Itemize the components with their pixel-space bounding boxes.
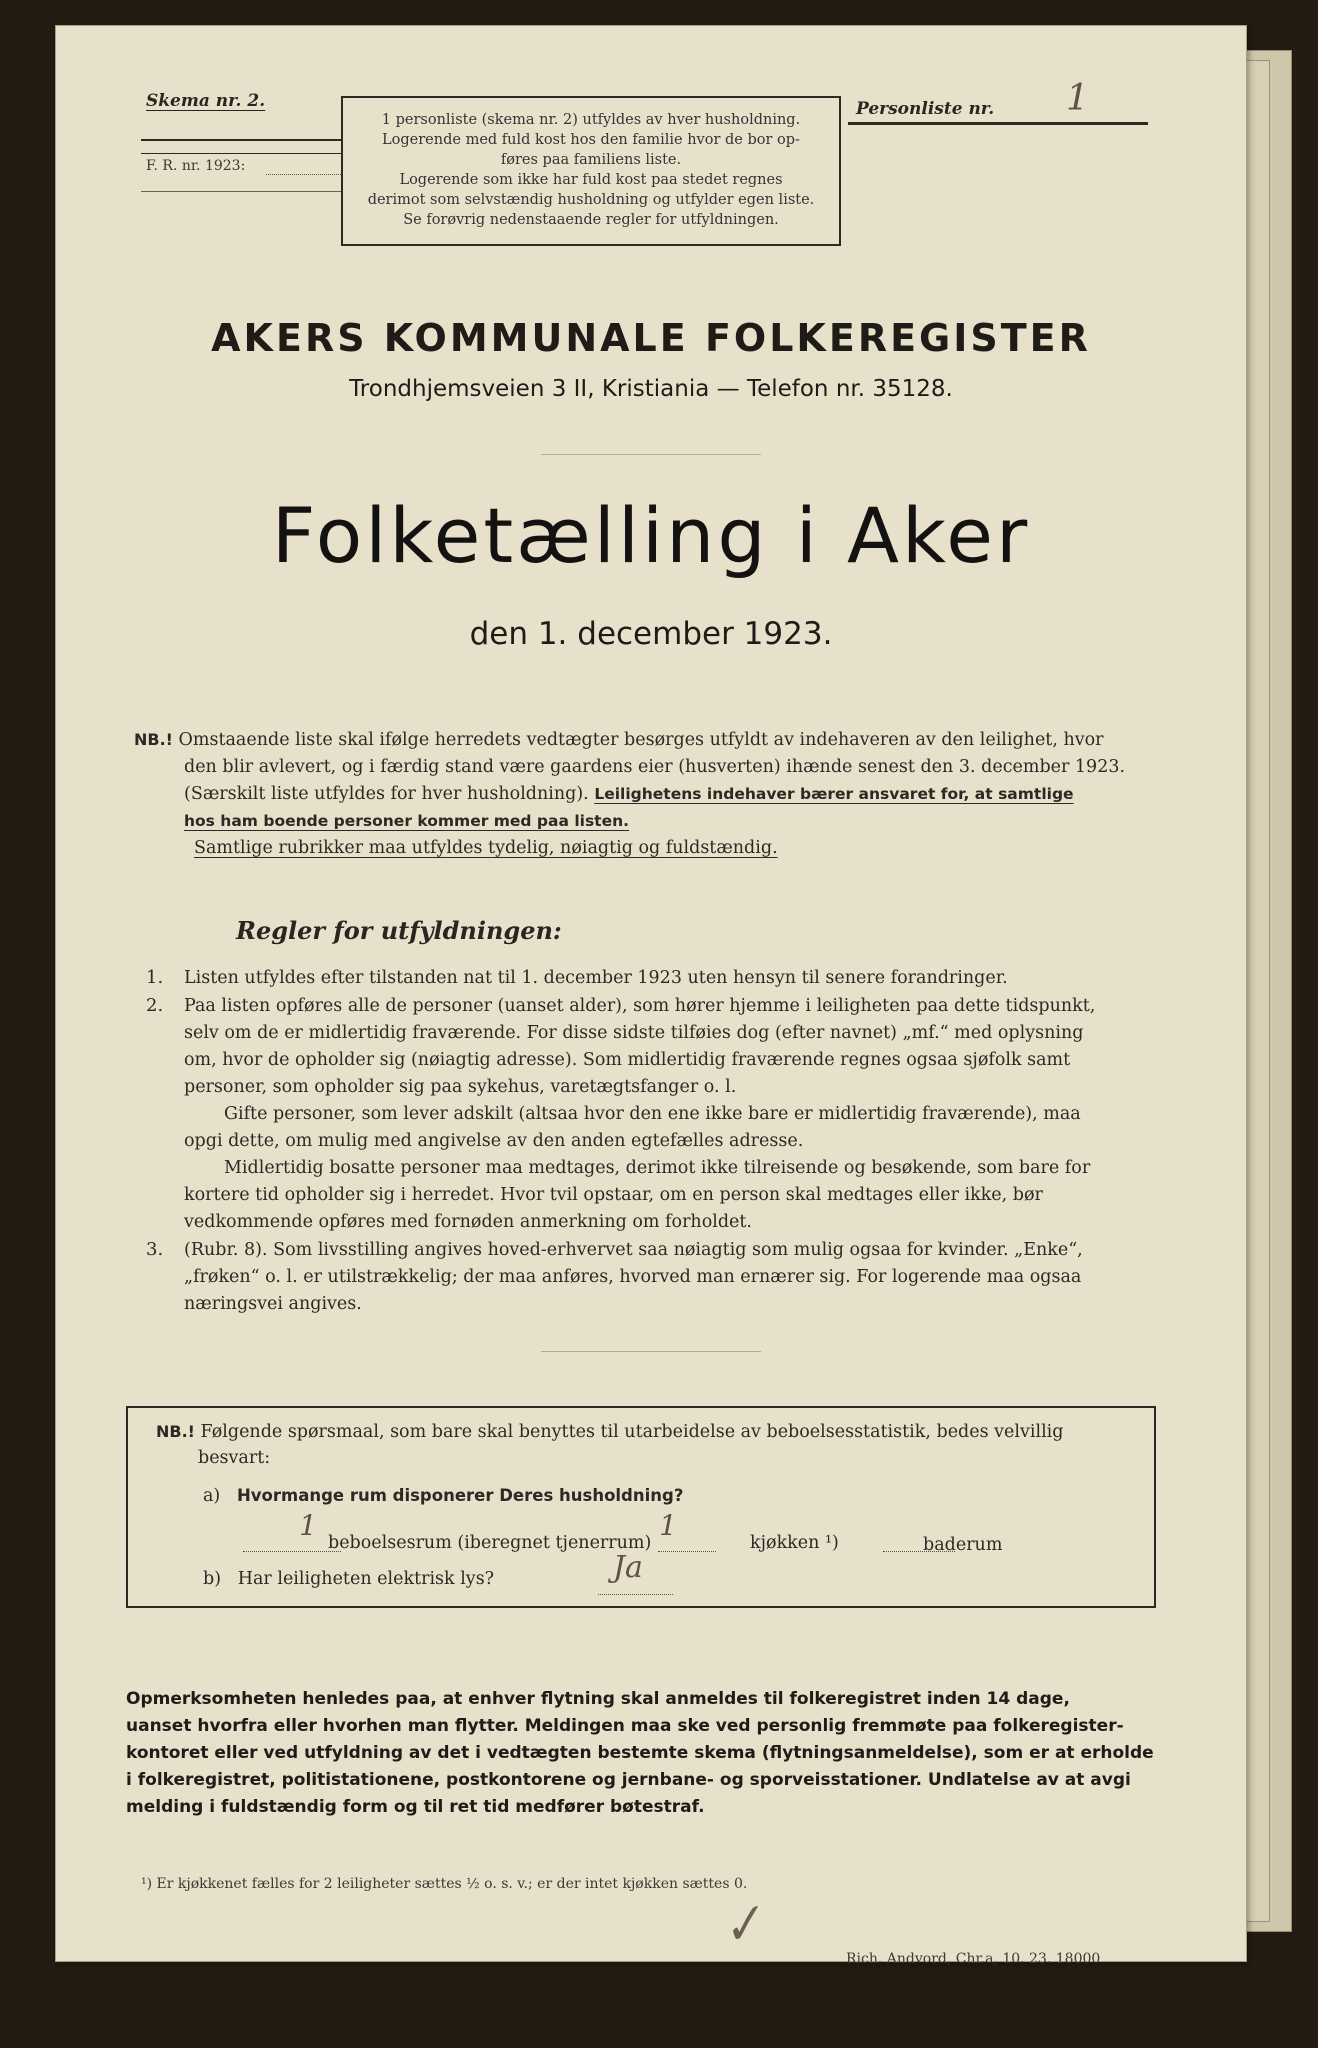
- personliste-label: Personliste nr.: [856, 99, 995, 119]
- electric-answer[interactable]: Ja: [613, 1550, 643, 1585]
- question-label: a): [203, 1486, 221, 1506]
- fr-number-label: F. R. nr. 1923:: [146, 158, 246, 174]
- rule-number: 2.: [146, 995, 164, 1016]
- institution-address: Trondhjemsveien 3 II, Kristiania — Telefon nr. 35128.: [349, 376, 953, 402]
- nb-label: NB.!: [156, 1422, 195, 1441]
- rule-text: personer, som opholder sig paa sykehus, varetægtsfanger o. l.: [184, 1077, 737, 1097]
- census-form: [55, 25, 1247, 1967]
- rule-text: vedkommende opføres med fornøden anmerkning om forholdet.: [184, 1212, 752, 1232]
- nb-text: den blir avlevert, og i færdig stand være gaardens eier (husverten) ihænde senest den 3. december 1923.: [184, 757, 1126, 777]
- nb-emphasis: Leilighetens indehaver bærer ansvaret for, at samtlige: [594, 785, 1074, 803]
- rule-text: opgi dette, om mulig med angivelse av den anden egtefælles adresse.: [184, 1131, 804, 1151]
- rule-text: om, hvor de opholder sig (nøiagtig adresse). Som midlertidig fraværende regnes ogsaa sjøfolk samt: [184, 1050, 1071, 1070]
- bath-label: baderum: [923, 1535, 1003, 1555]
- divider: [541, 454, 761, 455]
- rule-text: næringsvei angives.: [184, 1294, 362, 1314]
- kitchen-label: kjøkken ¹): [750, 1533, 839, 1553]
- kitchen-field: [658, 1551, 716, 1552]
- housing-statistics-box: [126, 1406, 1156, 1608]
- fr-number-field[interactable]: [266, 174, 341, 175]
- census-date: den 1. december 1923.: [469, 616, 833, 652]
- kitchen-answer[interactable]: 1: [659, 1509, 677, 1542]
- rule-line: [141, 153, 341, 154]
- question-electric: Har leiligheten elektrisk lys?: [237, 1569, 495, 1589]
- check-mark: ✓: [714, 1891, 770, 1959]
- note-line: 1 personliste (skema nr. 2) utfyldes av hver husholdning.: [381, 112, 801, 128]
- rule-text: Midlertidig bosatte personer maa medtages, derimot ikke tilreisende og besøkende, som bare for: [224, 1158, 1091, 1178]
- rule-number: 3.: [146, 1239, 164, 1260]
- rules-list: [146, 964, 1226, 1318]
- notice-line: Opmerksomheten henledes paa, at enhver flytning skal anmeldes til folkeregistret inden 14 dage,: [126, 1689, 1070, 1709]
- rule-text: „frøken“ o. l. er utilstrækkelig; der maa anføres, hvorved man ernærer sig. For logerende maa ogsaa: [184, 1267, 1082, 1287]
- household-note-box: [341, 96, 841, 246]
- rooms-answer[interactable]: 1: [299, 1509, 317, 1542]
- notice-line: melding i fuldstændig form og til ret tid medfører bøtestraf.: [126, 1797, 705, 1817]
- rules-heading: Regler for utfyldningen:: [236, 916, 562, 945]
- rule-text: Gifte personer, som lever adskilt (altsaa hvor den ene ikke bare er midlertidig fraværende), maa: [224, 1104, 1081, 1124]
- divider: [541, 1351, 761, 1352]
- rooms-field: [243, 1551, 341, 1552]
- note-line: føres paa familiens liste.: [500, 152, 682, 168]
- printer-imprint: Rich. Andvord, Chr.a, 10. 23. 18000: [846, 1951, 1101, 1967]
- nb-text: besvart:: [198, 1448, 271, 1468]
- rule-text: (Rubr. 8). Som livsstilling angives hoved-erhvervet saa nøiagtig som mulig ogsaa for kvinder. „Enke“,: [184, 1240, 1083, 1260]
- skema-number: Skema nr. 2.: [146, 91, 266, 111]
- rooms-label: beboelsesrum (iberegnet tjenerrum): [328, 1533, 652, 1553]
- notice-line: kontoret eller ved utfyldning av det i vedtægten bestemte skema (flytningsanmeldelse), som er at erholde: [126, 1743, 1154, 1763]
- nb-label: NB.!: [134, 730, 173, 749]
- footnote: ¹) Er kjøkkenet fælles for 2 leiligheter sættes ½ o. s. v.; er der intet kjøkken sættes 0.: [141, 1876, 748, 1892]
- question-label: b): [203, 1569, 222, 1589]
- rule-text: Listen utfyldes efter tilstanden nat til 1. december 1923 uten hensyn til senere forandringer.: [184, 968, 1008, 988]
- note-line: Se forøvrig nedenstaaende regler for utfyldningen.: [403, 212, 779, 228]
- electric-field: [598, 1594, 673, 1595]
- rule-text: Paa listen opføres alle de personer (uanset alder), som hører hjemme i leiligheten paa dette tidspunkt,: [184, 996, 1096, 1016]
- nb-text: Følgende spørsmaal, som bare skal benyttes til utarbeidelse av beboelsesstatistik, bedes velvillig: [200, 1422, 1064, 1442]
- nb-text: Samtlige rubrikker maa utfyldes tydelig, nøiagtig og fuldstændig.: [194, 838, 778, 858]
- nb-paragraph: [134, 726, 1184, 862]
- nb-text: Omstaaende liste skal ifølge herredets vedtægter besørges utfyldt av indehaveren av den leilighet, hvor: [178, 730, 1104, 750]
- note-line: derimot som selvstændig husholdning og utfylder egen liste.: [367, 192, 815, 208]
- note-line: Logerende som ikke har fuld kost paa stedet regnes: [399, 172, 783, 188]
- rule-line: [848, 122, 1148, 125]
- rule-line: [141, 191, 341, 192]
- rule-line: [141, 139, 341, 141]
- notice-line: i folkeregistret, politistationene, postkontorene og jernbane- og sporveisstationer. Undlatelse av at avgi: [126, 1770, 1131, 1790]
- notice-line: uanset hvorfra eller hvorhen man flytter. Meldingen maa ske ved personlig fremmøte paa folkeregister-: [126, 1716, 1124, 1736]
- rule-number: 1.: [146, 967, 164, 988]
- personliste-number[interactable]: 1: [1066, 78, 1089, 119]
- note-line: Logerende med fuld kost hos den familie hvor de bor op-: [382, 132, 800, 148]
- page-title: Folketælling i Aker: [271, 491, 1031, 580]
- question-rooms: Hvormange rum disponerer Deres husholdning?: [236, 1486, 684, 1505]
- rule-text: selv om de er midlertidig fraværende. For disse sidste tilføies dog (efter navnet) „mf.“ med oplysning: [184, 1023, 1084, 1043]
- moving-notice: [126, 1686, 1186, 1821]
- rule-text: kortere tid opholder sig i herredet. Hvor tvil opstaar, om en person skal medtages eller ikke, bør: [184, 1185, 1043, 1205]
- institution-name: AKERS KOMMUNALE FOLKEREGISTER: [211, 316, 1091, 360]
- nb-text: (Særskilt liste utfyldes for hver husholdning).: [184, 784, 589, 804]
- nb-emphasis: hos ham boende personer kommer med paa listen.: [184, 812, 630, 830]
